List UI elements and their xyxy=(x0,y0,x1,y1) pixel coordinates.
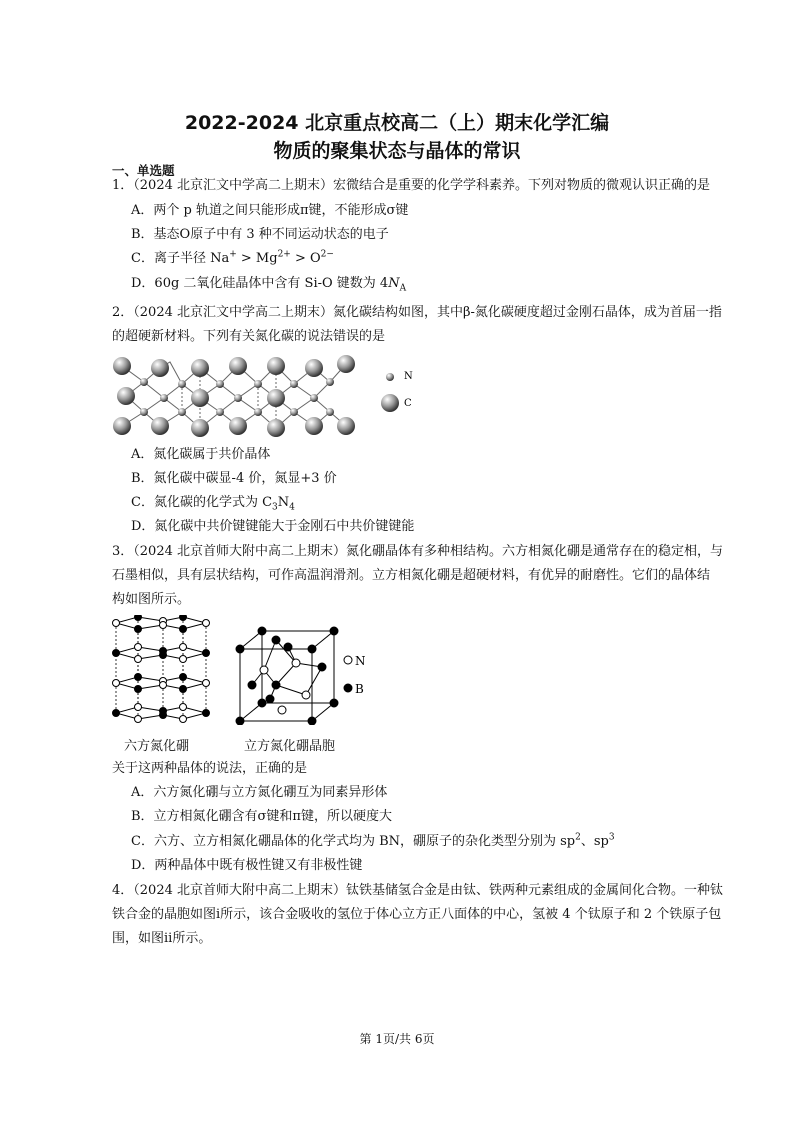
page-footer: 第 1页/共 6页 xyxy=(359,1032,435,1046)
q3-stem-line3: 构如图所示。 xyxy=(112,592,191,607)
hexagonal-bn-figure xyxy=(108,615,216,725)
q3-option-a: A．六方氮化硼与立方氮化硼互为同素异形体 xyxy=(131,785,388,800)
q1-option-b: B．基态O原子中有 3 种不同运动状态的电子 xyxy=(131,227,389,242)
carbon-nitride-structure-figure xyxy=(108,348,428,443)
q2-option-a: A．氮化碳属于共价晶体 xyxy=(131,447,271,462)
q3-option-b: B．立方相氮化硼含有σ键和π键，所以硬度大 xyxy=(131,809,392,824)
q2-stem-line2: 的超硬新材料。下列有关氮化碳的说法错误的是 xyxy=(112,329,386,344)
q3-stem-line1: 3．（2024 北京首师大附中高二上期末）氮化硼晶体有多种相结构。六方相氮化硼是通常存在的稳定相，与 xyxy=(112,544,723,559)
q1-option-d: D．60g 二氧化硅晶体中含有 Si-O 键数为 $4N_A$ xyxy=(131,276,407,294)
legend-b-label: B xyxy=(355,682,364,696)
q3-option-d: D．两种晶体中既有极性键又有非极性键 xyxy=(131,858,363,873)
caption-hexagonal-bn: 六方氮化硼 xyxy=(124,739,190,754)
q3-stem-line2: 石墨相似，具有层状结构，可作高温润滑剂。立方相氮化硼是超硬材料，有优异的耐磨性。它们的晶体结 xyxy=(112,568,711,583)
q2-option-b: B．氮化碳中碳显-4 价，氮显+3 价 xyxy=(131,471,337,486)
q1-stem: 1．（2024 北京汇文中学高二上期末）宏微结合是重要的化学学科素养。下列对物质的微观认识正确的是 xyxy=(112,178,710,193)
q4-stem-line3: 围，如图ii所示。 xyxy=(112,931,212,946)
q2-option-c: C．氮化碳的化学式为 $C_3N_4$ xyxy=(131,495,295,513)
q2-option-d: D．氮化碳中共价键键能大于金刚石中共价键键能 xyxy=(131,519,415,534)
q4-stem-line2: 铁合金的晶胞如图i所示，该合金吸收的氢位于体心立方正八面体的中心，氢被 4 个钛原子和 2 个铁原子包 xyxy=(112,907,722,922)
legend-n-label: N xyxy=(404,371,413,382)
caption-cubic-bn: 立方氮化硼晶胞 xyxy=(244,739,336,754)
q4-stem-line1: 4．（2024 北京首师大附中高二上期末）钛铁基储氢合金是由钛、铁两种元素组成的金属间化合物。一种钛 xyxy=(112,883,723,898)
q3-option-c: C．六方、立方相氮化硼晶体的化学式均为 BN，硼原子的杂化类型分别为 $sp^2$、$sp^3$ xyxy=(131,832,615,849)
q3-ask: 关于这两种晶体的说法，正确的是 xyxy=(112,761,308,776)
section-heading: 一、单选题 xyxy=(112,163,175,178)
q1-option-c: C．离子半径 $Na^+ > Mg^{2+} > O^{2-}$ xyxy=(131,249,334,266)
legend-n-label: N xyxy=(355,654,366,668)
document-title: 2022-2024 北京重点校高二（上）期末化学汇编 xyxy=(184,112,610,134)
q2-stem-line1: 2．（2024 北京汇文中学高二上期末）氮化碳结构如图，其中β-氮化碳硬度超过金刚石晶体，成为首届一指 xyxy=(112,305,722,320)
q1-option-a: A．两个 p 轨道之间只能形成π键，不能形成σ键 xyxy=(131,203,409,218)
document-subtitle: 物质的聚集状态与晶体的常识 xyxy=(273,140,521,162)
legend-c-label: C xyxy=(404,398,412,409)
cubic-bn-unit-cell-figure xyxy=(234,625,384,725)
